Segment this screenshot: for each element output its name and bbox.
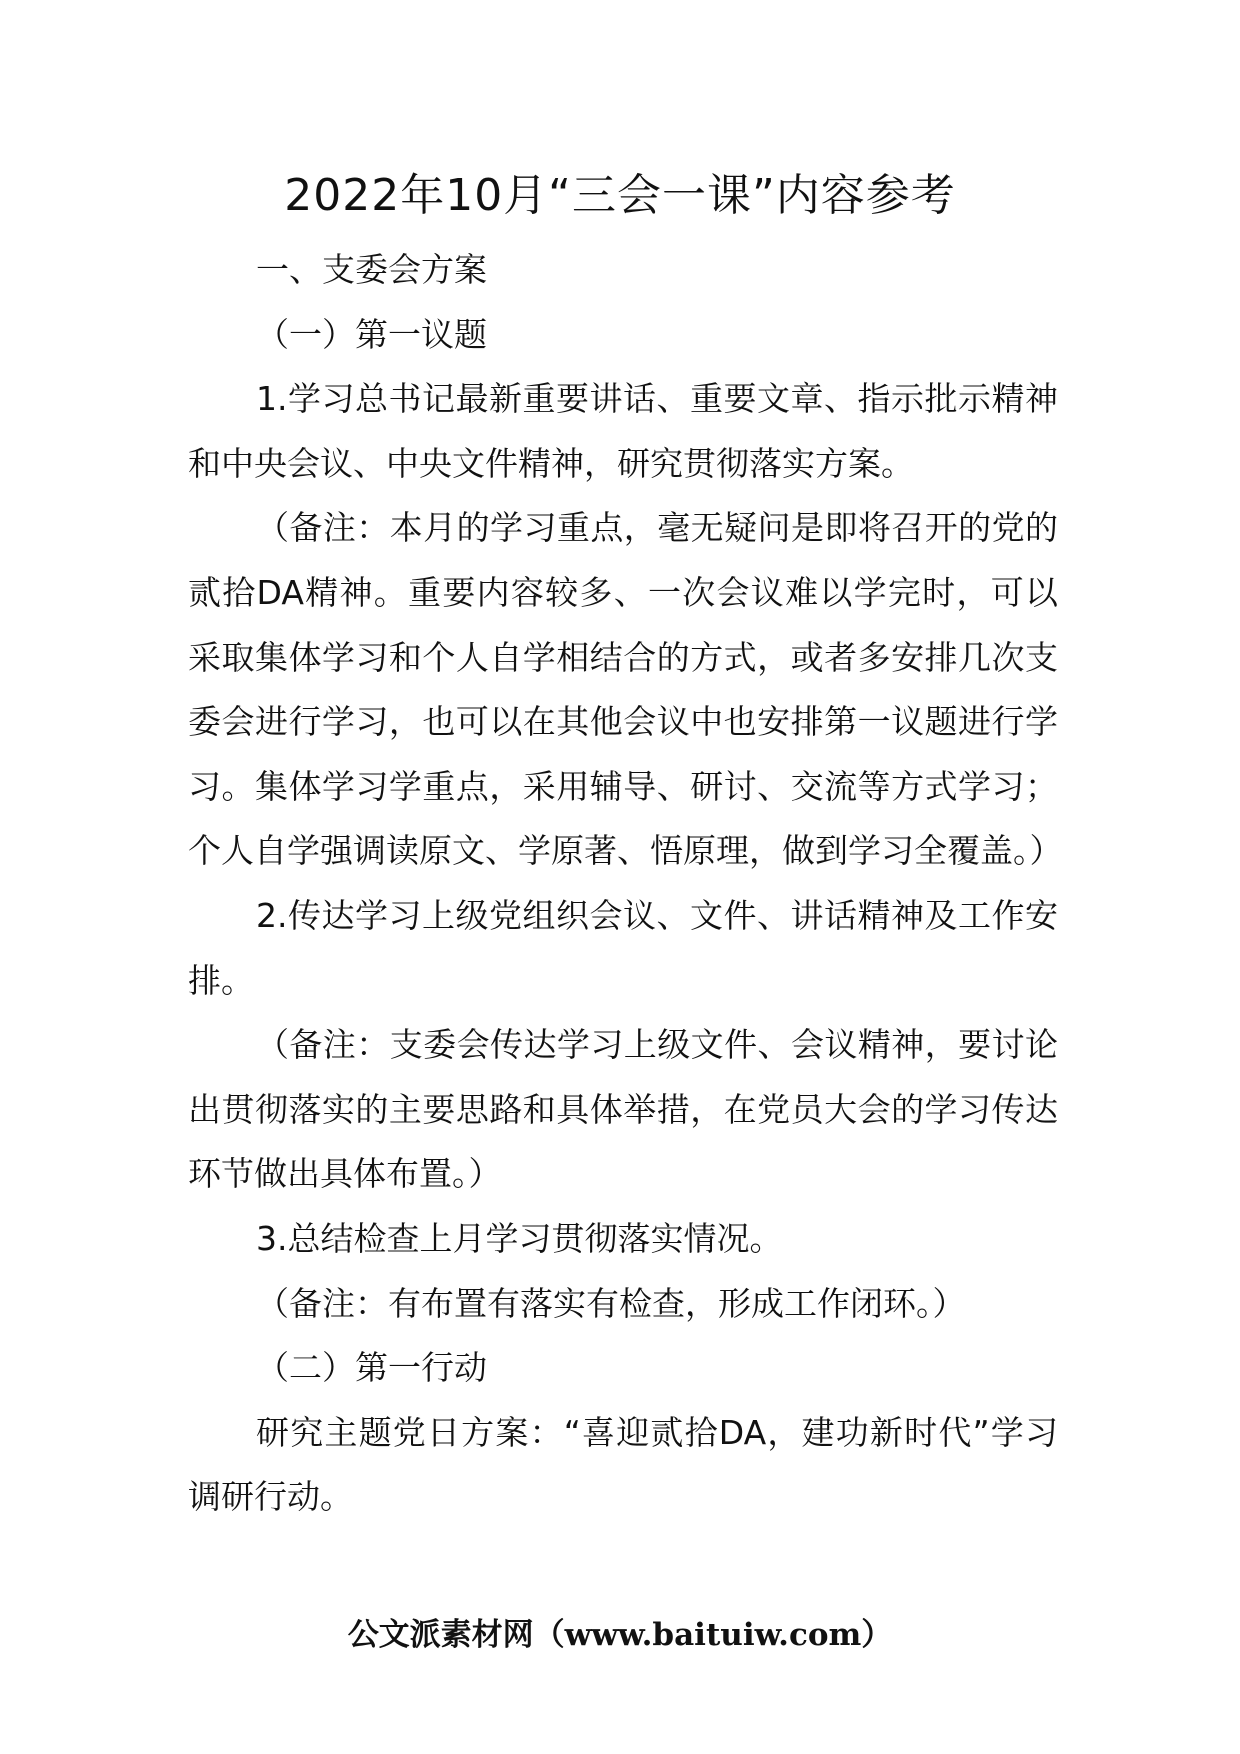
note-paragraph: （备注：有布置有落实有检查，形成工作闭环。）: [256, 1283, 966, 1323]
note-paragraph: （备注：本月的学习重点，毫无疑问是即将召开的党的贰拾DA精神。重要内容较多、一次会议难以学完时，可以采取集体学习和个人自学相结合的方式，或者多安排几次支委会进行学习，也可以在其他会议中也安排第一议题进行学习。集体学习学重点，采用辅导、研讨、交流等方式学习；个人自学强调读原文、学原著、悟原理，做到学习全覆盖。）: [188, 508, 1063, 871]
agenda-item-1: 1.学习总书记最新重要讲话、重要文章、指示批示精神和中央会议、中央文件精神，研究贯彻落实方案。: [188, 379, 1058, 483]
plan-paragraph: 研究主题党日方案：“喜迎贰拾DA，建功新时代”学习调研行动。: [188, 1412, 1058, 1517]
note-paragraph: （备注：支委会传达学习上级文件、会议精神，要讨论出贯彻落实的主要思路和具体举措，在党员大会的学习传达环节做出具体布置。）: [188, 1025, 1058, 1194]
section-heading: 一、支委会方案: [256, 250, 487, 289]
subsection-heading: （一）第一议题: [256, 314, 487, 354]
agenda-item-2: 2.传达学习上级党组织会议、文件、讲话精神及工作安排。: [188, 895, 1058, 1000]
footer-watermark: 公文派素材网（www.baituiw.com）: [347, 1617, 893, 1653]
agenda-item-3: 3.总结检查上月学习贯彻落实情况。: [256, 1218, 783, 1258]
document-body: [188, 238, 1063, 1530]
document-title: 2022年10月“三会一课”内容参考: [284, 170, 956, 221]
subsection-heading: （二）第一行动: [256, 1348, 487, 1388]
